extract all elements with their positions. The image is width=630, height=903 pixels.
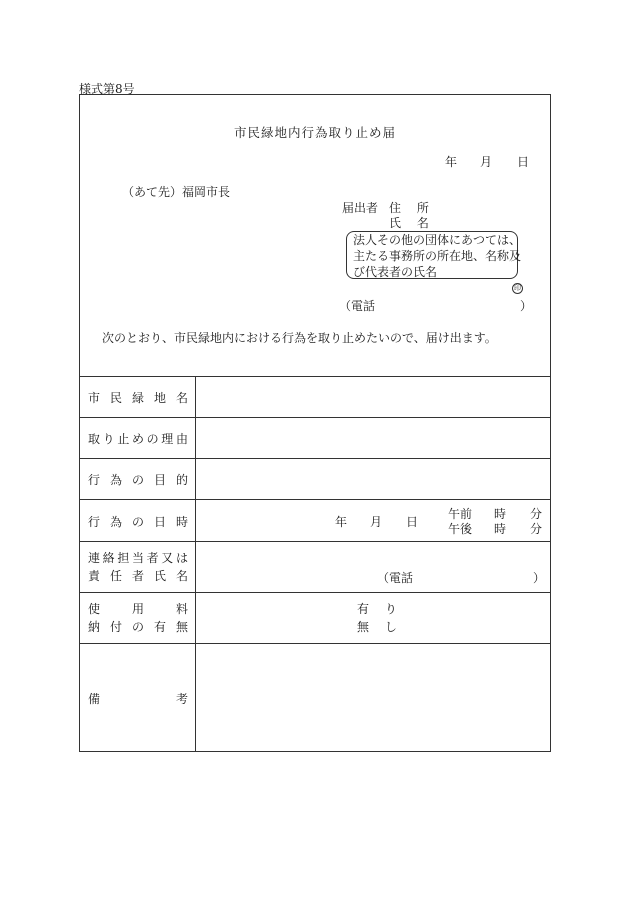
pm-hour: 時 [494,522,507,536]
label-fee: 使 用 料 [88,602,188,616]
addressee: （あて先）福岡市長 [122,185,231,199]
label-cell [80,499,196,541]
corporate-note: 法人その他の団体にあつては、主たる事務所の所在地、名称及び代表者の氏名 [353,233,522,279]
datetime-year: 年 [335,515,348,529]
row-remarks [80,643,550,751]
applicant-label: 届出者 [342,201,379,215]
seal-mark: 印 [514,284,521,292]
row-cancel-reason [80,417,550,459]
fee-option-yes: 有 り [357,602,403,616]
label-cell [80,643,196,751]
statement: 次のとおり、市民緑地内における行為を取り止めたいので、届け出ます。 [102,331,497,345]
phone-close-paren: ） [520,299,533,313]
datetime-day: 日 [406,515,419,529]
am-hour: 時 [494,507,507,521]
label-cell [80,592,196,643]
label-remarks: 備 考 [88,692,188,706]
form-number: 様式第8号 [79,82,135,96]
row-fee [80,592,550,644]
fee-option-no: 無 し [357,620,403,634]
form-header [80,95,550,377]
address-label: 住 所 [389,201,435,215]
am-minute: 分 [530,507,543,521]
label-green-area-name: 市 民 緑 地 名 [88,391,188,405]
phone-label: （電話 [339,299,376,313]
form-sheet [79,94,551,752]
label-cell [80,417,196,458]
row-datetime [80,499,550,542]
label-cell [80,541,196,592]
date-month-label: 月 [480,155,493,169]
row-green-area-name [80,376,550,418]
date-year-label: 年 [445,155,458,169]
row-contact [80,541,550,593]
label-contact: 連 絡 担 当 者 又 は [88,551,188,565]
contact-phone-close: ） [533,571,546,585]
label-payment: 納 付 の 有 無 [88,620,188,634]
pm-minute: 分 [530,522,543,536]
label-cell [80,376,196,417]
row-purpose [80,458,550,500]
label-cancel-reason: 取 り 止 め の 理 由 [88,432,188,446]
label-cell [80,458,196,499]
datetime-month: 月 [370,515,383,529]
label-purpose: 行 為 の 目 的 [88,473,188,487]
am-label: 午前 [448,507,473,521]
contact-phone-label: （電話 [377,571,414,585]
label-responsible: 責 任 者 氏 名 [88,569,188,583]
label-datetime: 行 為 の 日 時 [88,515,188,529]
pm-label: 午後 [448,522,473,536]
date-day-label: 日 [517,155,530,169]
name-label: 氏 名 [389,216,435,230]
form-title: 市民緑地内行為取り止め届 [233,125,396,140]
